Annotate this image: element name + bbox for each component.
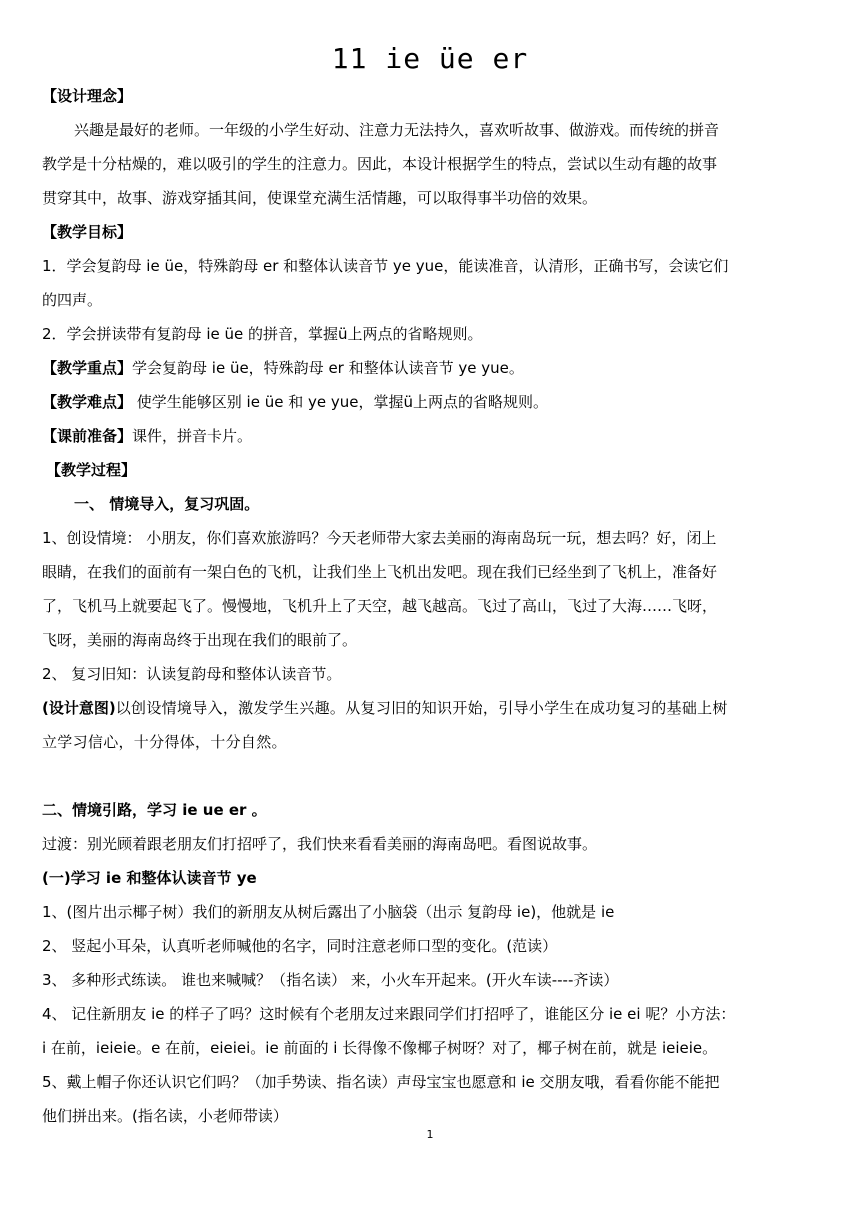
step1-heading: 一、 情境导入，复习巩固。: [74, 495, 260, 513]
paragraph-line: 他们拼出来。(指名读，小老师带读）: [42, 1107, 288, 1125]
paragraph-line: 1．学会复韵母 ie üe，特殊韵母 er 和整体认读音节 ye yue，能读准音，认清形，正确书写，会读它们: [42, 257, 729, 275]
page-number: 1: [426, 1128, 434, 1141]
paragraph-line: 兴趣是最好的老师。一年级的小学生好动、注意力无法持久，喜欢听故事、做游戏。而传统的拼音: [74, 121, 720, 139]
paragraph-line: 3、 多种形式练读。 谁也来喊喊？（指名读） 来，小火车开起来。(开火车读----齐读）: [42, 971, 619, 989]
sub1-heading: (一)学习 ie 和整体认读音节 ye: [42, 869, 257, 887]
step1-review: 2、 复习旧知：认读复韵母和整体认读音节。: [42, 665, 342, 683]
paragraph-line: i 在前，ieieie。e 在前，eieiei。ie 前面的 i 长得像不像椰子树呀？对了，椰子树在前，就是 ieieie。: [42, 1039, 718, 1057]
design-intent-line: [42, 698, 822, 718]
key-points-label: 【教学重点】: [42, 359, 133, 377]
paragraph-line: 的四声。: [42, 291, 103, 309]
paragraph-line: 4、 记住新朋友 ie 的样子了吗？这时候有个老朋友过来跟同学们打招呼了，谁能区分 ie ei 呢？小方法：: [42, 1005, 736, 1023]
step2-heading: 二、情境引路，学习 ie ue er 。: [42, 801, 267, 819]
design-concept-heading: 【设计理念】: [42, 87, 133, 105]
prep-label: 【课前准备】: [42, 427, 133, 445]
paragraph-line: 2．学会拼读带有复韵母 ie üe 的拼音，掌握ü上两点的省略规则。: [42, 325, 483, 343]
paragraph-line: 飞呀，美丽的海南岛终于出现在我们的眼前了。: [42, 631, 358, 649]
paragraph-line: 1、创设情境： 小朋友，你们喜欢旅游吗？今天老师带大家去美丽的海南岛玩一玩，想去吗？好，闭上: [42, 529, 717, 547]
paragraph-line: 眼睛，在我们的面前有一架白色的飞机，让我们坐上飞机出发吧。现在我们已经坐到了飞机上，准备好: [42, 563, 718, 581]
prep-line: [42, 426, 822, 446]
design-intent-label: (设计意图): [42, 699, 116, 717]
paragraph-line: 1、(图片出示椰子树）我们的新朋友从树后露出了小脑袋（出示 复韵母 ie)，他就是 ie: [42, 903, 615, 921]
key-points-line: [42, 358, 822, 378]
process-heading: 【教学过程】: [46, 461, 137, 479]
design-intent-text: 以创设情境导入，激发学生兴趣。从复习旧的知识开始，引导小学生在成功复习的基础上树: [115, 699, 728, 717]
design-intent-text-2: 立学习信心，十分得体，十分自然。: [42, 733, 287, 751]
page-title: 11 ie üe er: [331, 42, 529, 75]
paragraph-line: 教学是十分枯燥的，难以吸引的学生的注意力。因此，本设计根据学生的特点，尝试以生动有趣的故事: [42, 155, 718, 173]
goals-heading: 【教学目标】: [42, 223, 133, 241]
difficulties-label: 【教学难点】: [42, 393, 133, 411]
step2-transition: 过渡：别光顾着跟老朋友们打招呼了，我们快来看看美丽的海南岛吧。看图说故事。: [42, 835, 598, 853]
key-points-text: 学会复韵母 ie üe，特殊韵母 er 和整体认读音节 ye yue。: [132, 359, 524, 377]
paragraph-line: 2、 竖起小耳朵，认真听老师喊他的名字，同时注意老师口型的变化。(范读）: [42, 937, 558, 955]
difficulties-line: [42, 392, 822, 412]
paragraph-line: 了，飞机马上就要起飞了。慢慢地，飞机升上了天空，越飞越高。飞过了高山，飞过了大海……飞呀，: [42, 597, 718, 615]
prep-text: 课件，拼音卡片。: [132, 427, 253, 445]
difficulties-text: 使学生能够区别 ie üe 和 ye yue，掌握ü上两点的省略规则。: [132, 393, 548, 411]
paragraph-line: 贯穿其中，故事、游戏穿插其间，使课堂充满生活情趣，可以取得事半功倍的效果。: [42, 189, 598, 207]
paragraph-line: 5、戴上帽子你还认识它们吗？（加手势读、指名读）声母宝宝也愿意和 ie 交朋友哦，看看你能不能把: [42, 1073, 720, 1091]
